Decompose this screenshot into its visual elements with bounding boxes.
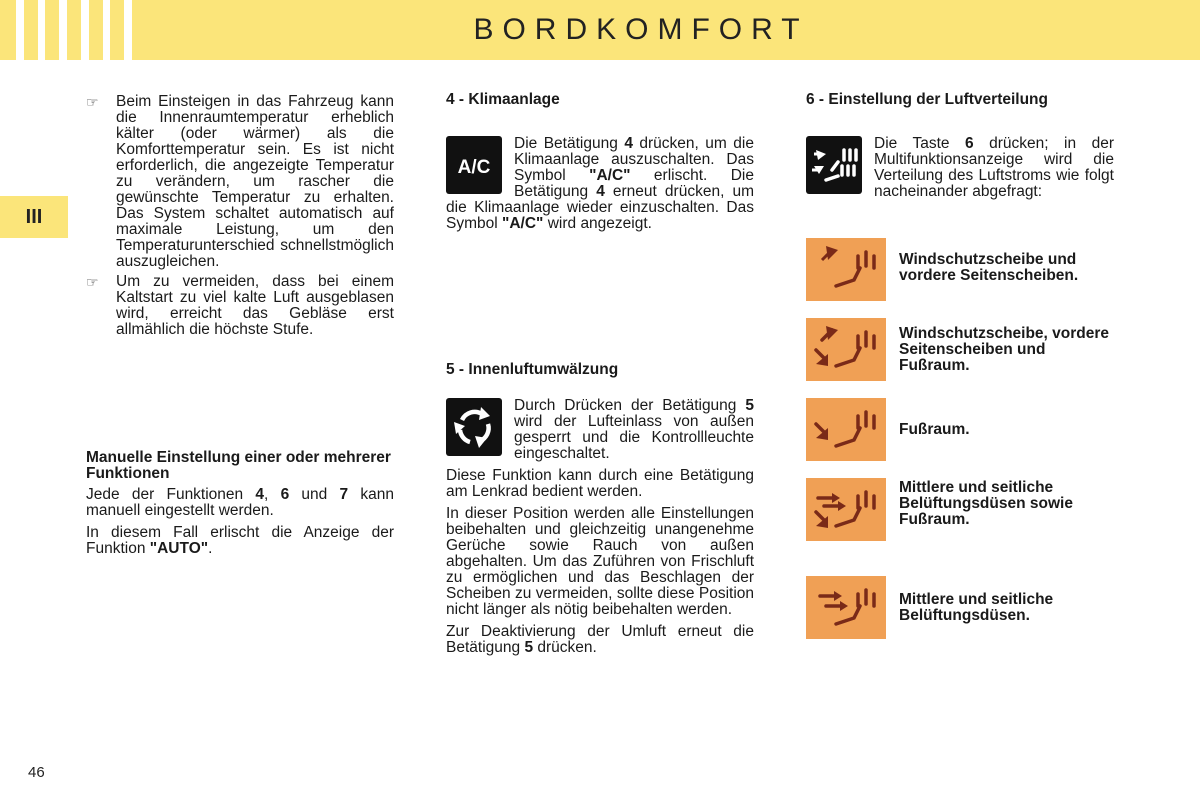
mode-label: Windschutzscheibe und vordere Seitenscheiben. bbox=[899, 251, 1079, 284]
pointing-hand-icon: ☞ bbox=[86, 94, 99, 110]
page-number: 46 bbox=[28, 764, 45, 781]
section-6-text: Die Taste 6 drücken; in der Multifunktionsanzeige wird die Verteilung des Luftstroms wie folgt nacheinander abgefragt: bbox=[874, 135, 1114, 200]
manual-heading: Manuelle Einstellung einer oder mehrerer Funktionen bbox=[86, 449, 391, 482]
section-5-title: 5 - Innenluftumwälzung bbox=[446, 361, 619, 378]
column-intro bbox=[86, 94, 394, 342]
vents-airflow-icon bbox=[806, 576, 886, 639]
mode-label: Windschutzscheibe, vordere Seitenscheiben und Fußraum. bbox=[899, 325, 1110, 374]
mode-label: Mittlere und seitliche Belüftungsdüsen sowie Fußraum. bbox=[899, 479, 1073, 528]
section-4-text: Die Betätigung 4 drücken, um die Klimaanlage auszuschalten. Das Symbol "A/C" erlischt. Die Betätigung 4 erneut drücken, um die Klimaanlage wieder einzuschalten. Das Symbol "A/C" wird angezeigt. bbox=[446, 135, 754, 232]
bullet-item: ☞ Beim Einsteigen in das Fahrzeug kann die Innenraumtemperatur erheblich kälter (oder wärmer) als die Komforttemperatur sein. Es ist nicht erforderlich, die angezeigte Temperatur zu verändern, um rascher die gewünschte Temperatur zu erhalten. Das System schaltet automatisch auf maximale Leistung, um den Temperaturunterschied schnellstmöglich auszugleichen. bbox=[86, 93, 394, 270]
manual-paragraph: Jede der Funktionen 4, 6 und 7 kann manuell eingestellt werden. bbox=[86, 486, 394, 519]
vents-footwell-airflow-icon bbox=[806, 478, 886, 541]
section-5-text: Durch Drücken der Betätigung 5 wird der Lufteinlass von außen gesperrt und die Kontrollleuchte eingeschaltet. Diese Funktion kann durch eine Betätigung am Lenkrad bedient werden. In dieser Position werden alle Einstellungen beibehalten und gleichzeitig unangenehme Gerüche sowie Rauch von außen abgehalten. Um das Zuführen von Frischluft zu ermöglichen und das Beschlagen der Scheiben zu vermeiden, sollte diese Position nicht länger als nötig beibehalten werden. Zur Deaktivierung der Umluft erneut die Betätigung 5 drücken. bbox=[446, 397, 754, 656]
mode-label: Fußraum. bbox=[899, 421, 970, 438]
footwell-airflow-icon bbox=[806, 398, 886, 461]
manual-section bbox=[86, 450, 394, 563]
header-stripes bbox=[16, 0, 146, 60]
section-4-title: 4 - Klimaanlage bbox=[446, 91, 560, 108]
windshield-airflow-icon bbox=[806, 238, 886, 301]
bullet-item: ☞ Um zu vermeiden, dass bei einem Kaltstart zu viel kalte Luft ausgeblasen wird, erreicht das Gebläse erst allmählich die höchste Stufe. bbox=[86, 273, 394, 338]
auto-paragraph: In diesem Fall erlischt die Anzeige der Funktion "AUTO". bbox=[86, 524, 394, 557]
pointing-hand-icon: ☞ bbox=[86, 274, 99, 290]
page-title: BORDKOMFORT bbox=[473, 13, 809, 46]
windshield-footwell-airflow-icon bbox=[806, 318, 886, 381]
chapter-tab: III bbox=[0, 196, 68, 238]
header-band bbox=[0, 0, 1200, 60]
mode-label: Mittlere und seitliche Belüftungsdüsen. bbox=[899, 591, 1054, 624]
svg-text:A/C: A/C bbox=[457, 157, 491, 178]
section-6-title: 6 - Einstellung der Luftverteilung bbox=[806, 91, 1048, 108]
